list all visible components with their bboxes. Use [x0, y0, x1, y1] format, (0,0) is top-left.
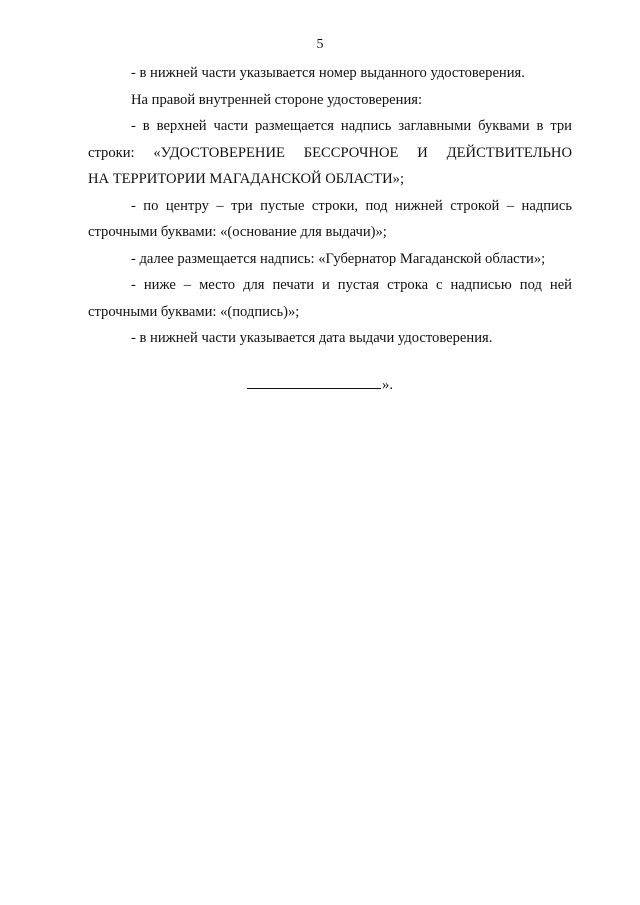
document-body: [88, 60, 572, 352]
paragraph-governor-inscription: - далее размещается надпись: «Губернатор Магаданской области»;: [131, 250, 546, 267]
paragraph-seal-place: [88, 272, 572, 325]
paragraph-line: строчными буквами: «(подпись)»;: [88, 303, 300, 320]
paragraph-top-inscription: [88, 113, 572, 193]
page-number: 5: [316, 37, 324, 52]
paragraph-center-empty-lines: [88, 193, 572, 246]
paragraph-line: - в верхней части размещается надпись заглавными буквами в три: [131, 118, 572, 134]
paragraph-bottom-number: - в нижней части указывается номер выданного удостоверения.: [131, 65, 525, 81]
signature-underline: [247, 376, 381, 389]
closing-line: [0, 376, 640, 394]
paragraph-right-inner-side: На правой внутренней стороне удостоверения:: [131, 91, 423, 108]
paragraph-line: строки: «УДОСТОВЕРЕНИЕ БЕССРОЧНОЕ И ДЕЙСТВИТЕЛЬНО: [88, 144, 572, 161]
paragraph-line: - ниже – место для печати и пустая строка с надписью под ней: [131, 277, 572, 293]
paragraph-line: - по центру – три пустые строки, под нижней строкой – надпись: [131, 197, 572, 214]
closing-quote-mark: ».: [382, 377, 393, 393]
paragraph-line: строчными буквами: «(основание для выдачи)»;: [88, 224, 387, 240]
paragraph-issue-date: - в нижней части указывается дата выдачи удостоверения.: [131, 330, 493, 346]
paragraph-line: НА ТЕРРИТОРИИ МАГАДАНСКОЙ ОБЛАСТИ»;: [88, 171, 405, 187]
